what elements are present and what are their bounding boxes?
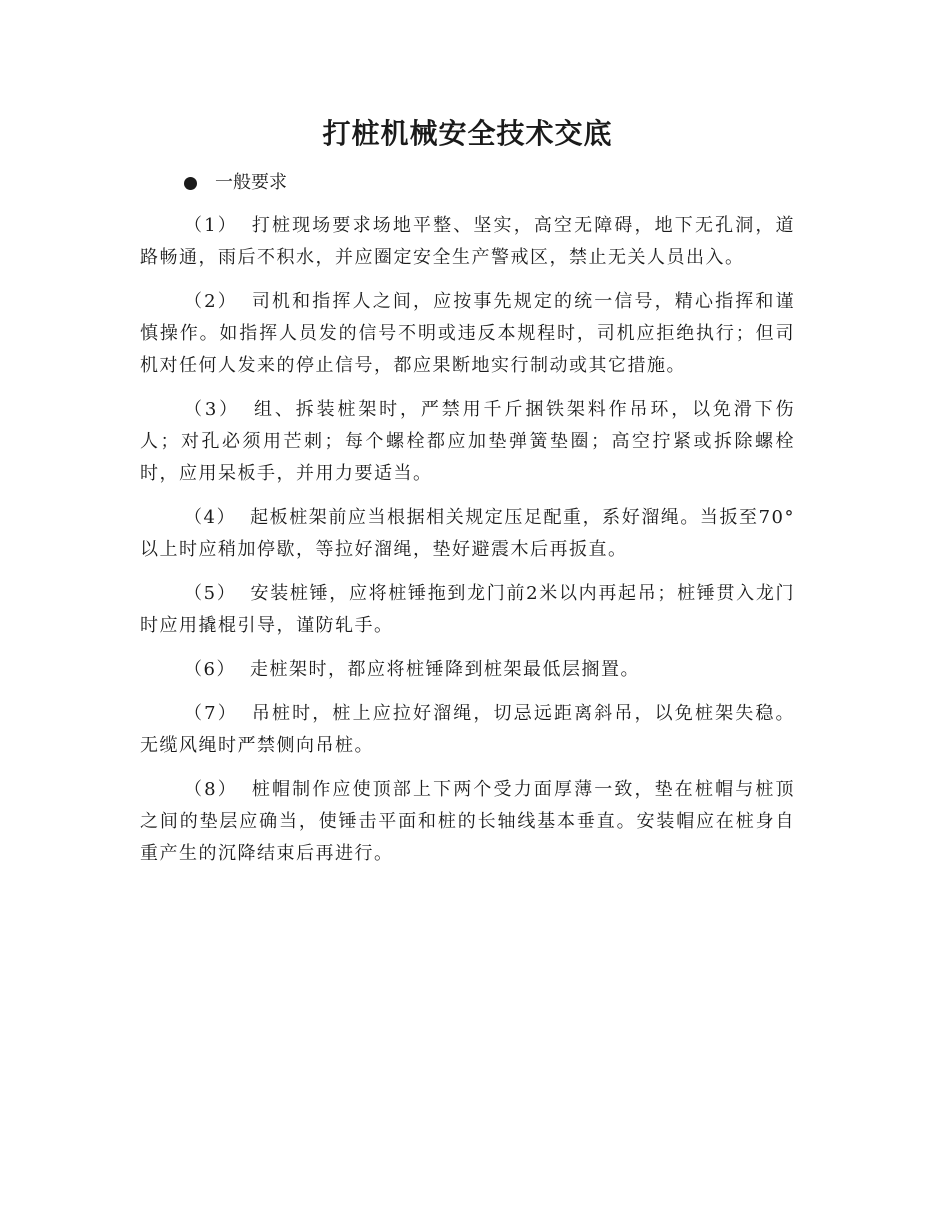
requirement-item-5	[140, 578, 795, 642]
item-text: 走桩架时，都应将桩锤降到桩架最低层搁置。	[249, 659, 640, 680]
item-text: 安装桩锤，应将桩锤拖到龙门前2米以内再起吊；桩锤贯入龙门时应用撬棍引导，谨防轧手。	[140, 583, 795, 636]
item-number: （4）	[184, 507, 237, 528]
requirement-item-2	[140, 286, 795, 382]
item-text: 司机和指挥人之间，应按事先规定的统一信号，精心指挥和谨慎操作。如指挥人员发的信号不明或违反本规程时，司机应拒绝执行；但司机对任何人发来的停止信号，都应果断地实行制动或其它措施。	[140, 291, 796, 376]
requirement-item-4	[140, 502, 795, 566]
item-number: （5）	[184, 583, 237, 604]
item-text: 组、拆装桩架时，严禁用千斤捆铁架料作吊环，以免滑下伤人；对孔必须用芒刺；每个螺栓都应加垫弹簧垫圈；高空拧紧或拆除螺栓时，应用呆板手，并用力要适当。	[140, 399, 795, 484]
item-text: 打桩现场要求场地平整、坚实，高空无障碍，地下无孔洞，道路畅通，雨后不积水，并应圈定安全生产警戒区，禁止无关人员出入。	[140, 215, 796, 268]
requirement-item-3	[140, 394, 795, 490]
requirement-item-8	[140, 774, 795, 870]
item-number: （8）	[184, 779, 238, 800]
item-number: （6）	[184, 659, 236, 680]
document-page	[140, 110, 795, 870]
requirement-item-6	[140, 654, 795, 686]
item-number: （3）	[184, 399, 241, 420]
item-text: 桩帽制作应使顶部上下两个受力面厚薄一致，垫在桩帽与桩顶之间的垫层应确当，使锤击平面和桩的长轴线基本垂直。安装帽应在桩身自重产生的沉降结束后再进行。	[140, 779, 796, 864]
item-text: 吊桩时，桩上应拉好溜绳，切忌远距离斜吊，以免桩架失稳。无缆风绳时严禁侧向吊桩。	[140, 703, 796, 756]
document-title: 打桩机械安全技术交底	[322, 117, 613, 150]
requirement-item-1	[140, 210, 795, 274]
item-number: （2）	[184, 291, 238, 312]
section-heading	[184, 168, 795, 198]
item-number: （7）	[184, 703, 238, 724]
item-text: 起板桩架前应当根据相关规定压足配重，系好溜绳。当扳至70°以上时应稍加停歇，等拉好溜绳，垫好避震木后再扳直。	[140, 507, 795, 560]
item-number: （1）	[184, 215, 238, 236]
bullet-icon	[184, 177, 197, 190]
requirement-item-7	[140, 698, 795, 762]
section-heading-text: 一般要求	[215, 172, 287, 193]
